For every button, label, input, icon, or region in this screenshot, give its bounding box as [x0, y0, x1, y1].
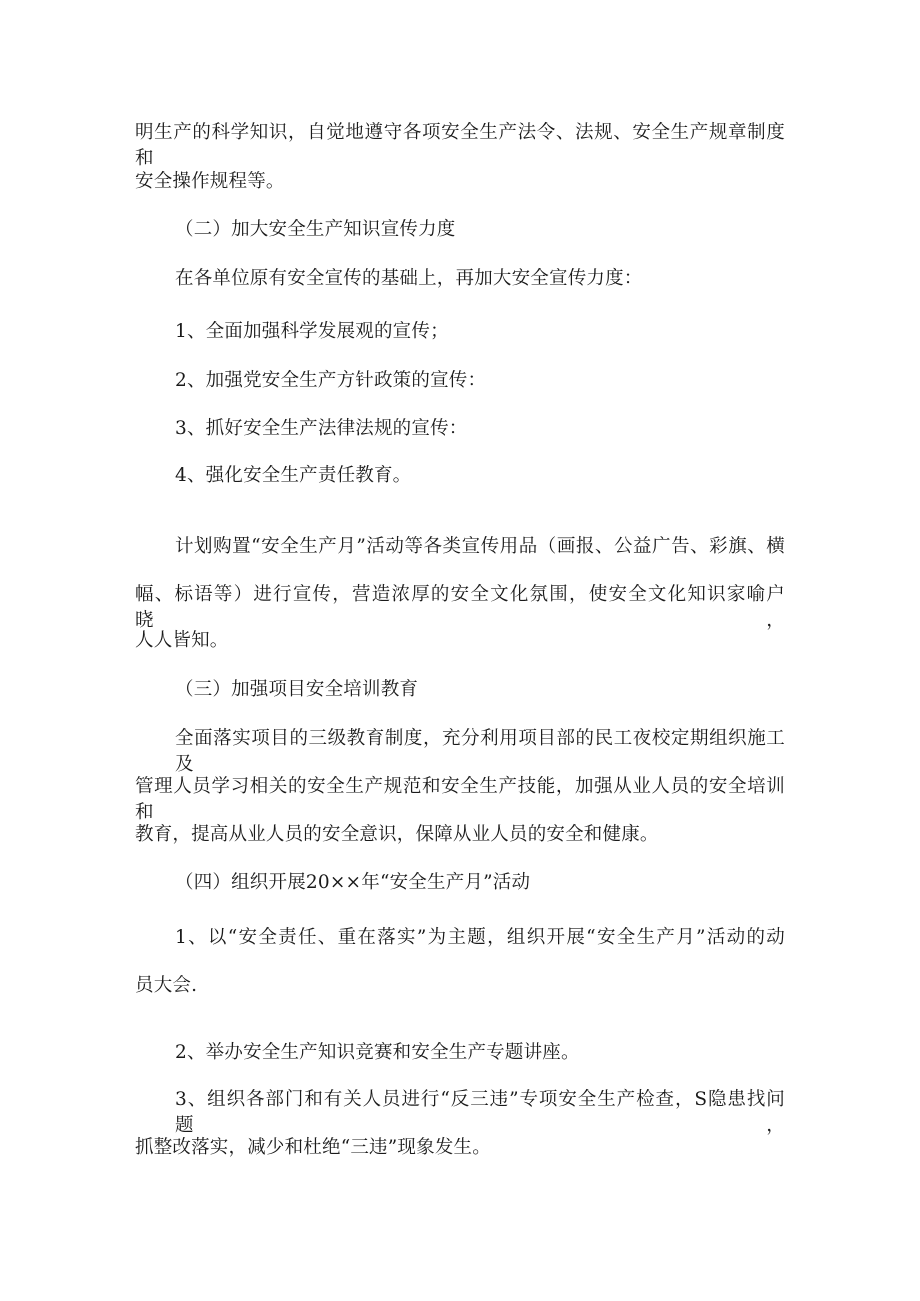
paragraph-line: 安全操作规程等。 — [135, 171, 285, 192]
list-item: 2、加强党安全生产方针政策的宣传： — [175, 370, 487, 391]
list-item: 3、抓好安全生产法律法规的宣传： — [175, 418, 468, 439]
list-item: 1、以“安全责任、重在落实”为主题，组织开展“安全生产月”活动的动 — [175, 927, 785, 948]
list-item-continuation: 抓整改落实，减少和杜绝“三违”现象发生。 — [135, 1137, 491, 1158]
paragraph-line: 幅、标语等）进行宣传，营造浓厚的安全文化氛围，使安全文化知识家喻户晓， — [135, 584, 785, 631]
paragraph-line: 在各单位原有安全宣传的基础上，再加大安全宣传力度： — [175, 268, 643, 289]
list-item: 1、全面加强科学发展观的宣传； — [175, 321, 449, 342]
paragraph-line: 明生产的科学知识，自觉地遵守各项安全生产法令、法规、安全生产规章制度和 — [135, 122, 785, 169]
section-heading-3: （三）加强项目安全培训教育 — [175, 679, 419, 700]
paragraph-line: 人人皆知。 — [135, 630, 229, 651]
list-item: 2、举办安全生产知识竞赛和安全生产专题讲座。 — [175, 1042, 580, 1063]
list-item-continuation: 员大会. — [135, 975, 198, 996]
section-heading-4: （四）组织开展20××年“安全生产月”活动 — [175, 872, 531, 893]
paragraph-line: 管理人员学习相关的安全生产规范和安全生产技能，加强从业人员的安全培训和 — [135, 776, 785, 823]
list-item: 4、强化安全生产责任教育。 — [175, 465, 412, 486]
paragraph-line: 全面落实项目的三级教育制度，充分利用项目部的民工夜校定期组织施工及 — [175, 728, 785, 775]
list-item: 3、组织各部门和有关人员进行“反三违”专项安全生产检查，S隐患找问题， — [175, 1089, 785, 1136]
paragraph-line: 计划购置“安全生产月”活动等各类宣传用品（画报、公益广告、彩旗、横 — [175, 536, 785, 557]
paragraph-line: 教育，提高从业人员的安全意识，保障从业人员的安全和健康。 — [135, 824, 659, 845]
section-heading-2: （二）加大安全生产知识宣传力度 — [175, 219, 456, 240]
